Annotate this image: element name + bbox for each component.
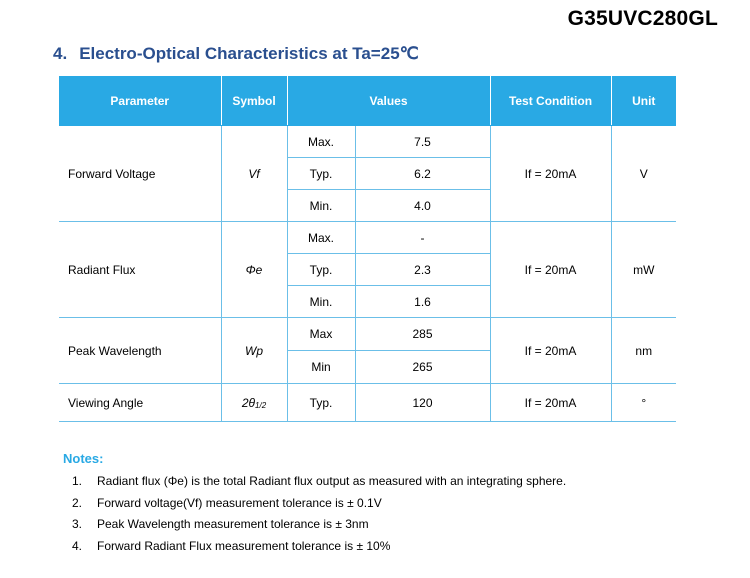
note-text: Forward voltage(Vf) measurement tolerance is ± 0.1V bbox=[97, 495, 382, 510]
header-symbol: Symbol bbox=[221, 76, 287, 126]
note-text: Radiant flux (Φe) is the total Radiant flux output as measured with an integrating sphere. bbox=[97, 474, 567, 488]
condition-cell: If = 20mA bbox=[490, 222, 611, 318]
value-cell: 1.6 bbox=[355, 286, 490, 318]
table-row bbox=[59, 318, 676, 351]
parameter-cell: Forward Voltage bbox=[59, 126, 221, 222]
section-heading bbox=[53, 44, 419, 64]
parameter-cell: Viewing Angle bbox=[59, 384, 221, 422]
electro-optical-table bbox=[59, 76, 676, 422]
note-text: Peak Wavelength measurement tolerance is ± 3nm bbox=[97, 517, 369, 531]
condition-cell: If = 20mA bbox=[490, 318, 611, 384]
symbol-cell: Vf bbox=[221, 126, 287, 222]
table-header-row bbox=[59, 76, 676, 126]
note-number: 1. bbox=[72, 474, 83, 488]
note-item bbox=[72, 517, 566, 539]
table-row bbox=[59, 222, 676, 254]
value-cell: 6.2 bbox=[355, 158, 490, 190]
table-row bbox=[59, 384, 676, 422]
header-values: Values bbox=[287, 76, 490, 126]
value-cell: 7.5 bbox=[355, 126, 490, 158]
note-number: 3. bbox=[72, 517, 83, 531]
parameter-cell: Peak Wavelength bbox=[59, 318, 221, 384]
unit-cell: ° bbox=[611, 384, 676, 422]
value-label-cell: Max. bbox=[287, 222, 355, 254]
symbol-cell: Wp bbox=[221, 318, 287, 384]
note-item bbox=[72, 496, 566, 518]
note-text: Forward Radiant Flux measurement tolerance is ± 10% bbox=[97, 538, 391, 553]
header-parameter: Parameter bbox=[59, 76, 221, 126]
symbol-text: 2θ bbox=[241, 395, 256, 410]
section-number: 4. bbox=[53, 44, 68, 63]
parameter-cell: Radiant Flux bbox=[59, 222, 221, 318]
notes-title: Notes: bbox=[63, 451, 104, 466]
value-label-cell: Typ. bbox=[287, 254, 355, 286]
value-label-cell: Max bbox=[287, 318, 355, 351]
value-cell: 120 bbox=[355, 384, 490, 422]
condition-cell: If = 20mA bbox=[490, 384, 611, 422]
section-title: Electro-Optical Characteristics at Ta=25℃ bbox=[79, 44, 419, 63]
value-cell: 285 bbox=[355, 318, 490, 351]
note-item bbox=[72, 539, 566, 561]
note-number: 2. bbox=[72, 495, 83, 510]
part-number: G35UVC280GL bbox=[567, 7, 718, 30]
unit-cell: V bbox=[611, 126, 676, 222]
value-label-cell: Min. bbox=[287, 286, 355, 318]
unit-cell: nm bbox=[611, 318, 676, 384]
value-cell: 4.0 bbox=[355, 190, 490, 222]
symbol-cell bbox=[221, 384, 287, 422]
notes-list bbox=[72, 474, 566, 560]
value-label-cell: Min. bbox=[287, 190, 355, 222]
value-label-cell: Typ. bbox=[287, 384, 355, 422]
table-row bbox=[59, 126, 676, 158]
value-cell: 265 bbox=[355, 351, 490, 384]
symbol-subscript: 1/2 bbox=[255, 400, 267, 410]
header-unit: Unit bbox=[611, 76, 676, 126]
header-test-condition: Test Condition bbox=[490, 76, 611, 126]
value-cell: - bbox=[355, 222, 490, 254]
symbol-cell: Φe bbox=[221, 222, 287, 318]
unit-cell: mW bbox=[611, 222, 676, 318]
note-number: 4. bbox=[72, 538, 83, 553]
value-cell: 2.3 bbox=[355, 254, 490, 286]
note-item bbox=[72, 474, 566, 496]
condition-cell: If = 20mA bbox=[490, 126, 611, 222]
value-label-cell: Max. bbox=[287, 126, 355, 158]
value-label-cell: Typ. bbox=[287, 158, 355, 190]
value-label-cell: Min bbox=[287, 351, 355, 384]
